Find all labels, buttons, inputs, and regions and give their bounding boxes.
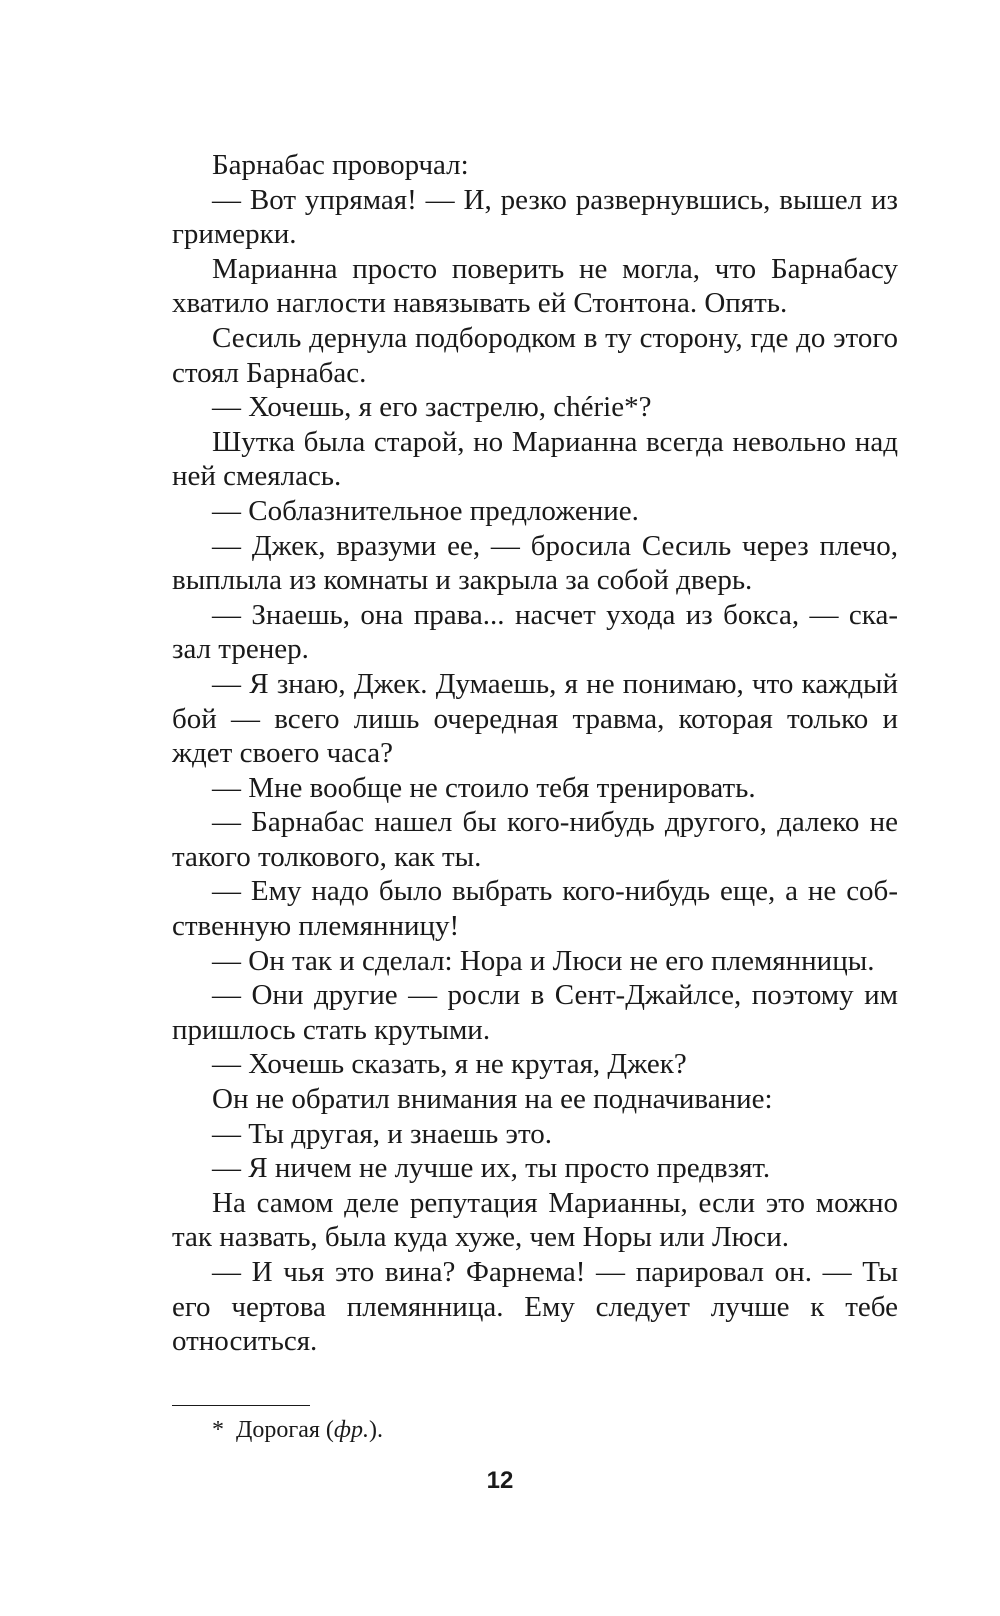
paragraph: — И чья это вина? Фарнема! — парировал он. — Ты его чертова племянница. Ему следует лучше к тебе относиться. xyxy=(172,1256,898,1358)
paragraph: — Я знаю, Джек. Думаешь, я не понимаю, что каждый бой — всего лишь очередная травма, которая только и ждет своего часа? xyxy=(172,667,898,770)
paragraph: — Хочешь сказать, я не крутая, Джек? xyxy=(212,1048,687,1081)
paragraph: — Барнабас нашел бы кого-нибудь другого, далеко не такого толкового, как ты. xyxy=(172,806,898,873)
footnote xyxy=(212,1415,383,1445)
footnote-text-end: ). xyxy=(368,1417,383,1443)
page-number: 12 xyxy=(486,1467,514,1494)
paragraph: На самом деле репутация Марианны, если это можно так назвать, была куда хуже, чем Норы или Люси. xyxy=(172,1186,898,1254)
paragraph: Марианна просто поверить не могла, что Барнабасу хватило наглости навязывать ей Стонтона. Опять. xyxy=(172,252,898,320)
paragraph: — Знаешь, она права... насчет ухода из бокса, — сказал тренер. xyxy=(172,598,898,666)
paragraph: — Я ничем не лучше их, ты просто предвзят. xyxy=(212,1152,771,1185)
paragraph: Сесиль дернула подбородком в ту сторону, где до этого стоял Барнабас. xyxy=(172,321,898,389)
footnote-language-abbrev: фр. xyxy=(333,1417,369,1443)
main-text xyxy=(172,148,898,1359)
paragraph: — Он так и сделал: Нора и Люси не его племянницы. xyxy=(212,944,875,977)
paragraph: — Ему надо было выбрать кого-нибудь еще, а не собственную племянницу! xyxy=(172,875,898,943)
paragraph: — Мне вообще не стоило тебя тренировать. xyxy=(212,771,756,804)
footnote-divider xyxy=(172,1405,310,1406)
footnote-marker: * xyxy=(212,1417,224,1443)
paragraph: Шутка была старой, но Марианна всегда невольно над ней смеялась. xyxy=(172,425,898,493)
footnote-text: Дорогая ( xyxy=(236,1417,334,1443)
paragraph: — Соблазнительное предложение. xyxy=(212,494,639,527)
paragraph: Барнабас проворчал: xyxy=(212,149,469,181)
paragraph: Он не обратил внимания на ее подначивание: xyxy=(212,1083,773,1116)
paragraph: — Ты другая, и знаешь это. xyxy=(212,1117,553,1150)
paragraph: — Вот упрямая! — И, резко развернувшись, вышел из гримерки. xyxy=(172,183,898,251)
paragraph: — Джек, вразуми ее, — бросила Сесиль через плечо, выплыла из комнаты и закрыла за собой дверь. xyxy=(172,529,898,597)
paragraph: — Хочешь, я его застрелю, chérie*? xyxy=(212,391,652,424)
paragraph: — Они другие — росли в Сент-Джайлсе, поэтому им пришлось стать крутыми. xyxy=(172,979,898,1046)
